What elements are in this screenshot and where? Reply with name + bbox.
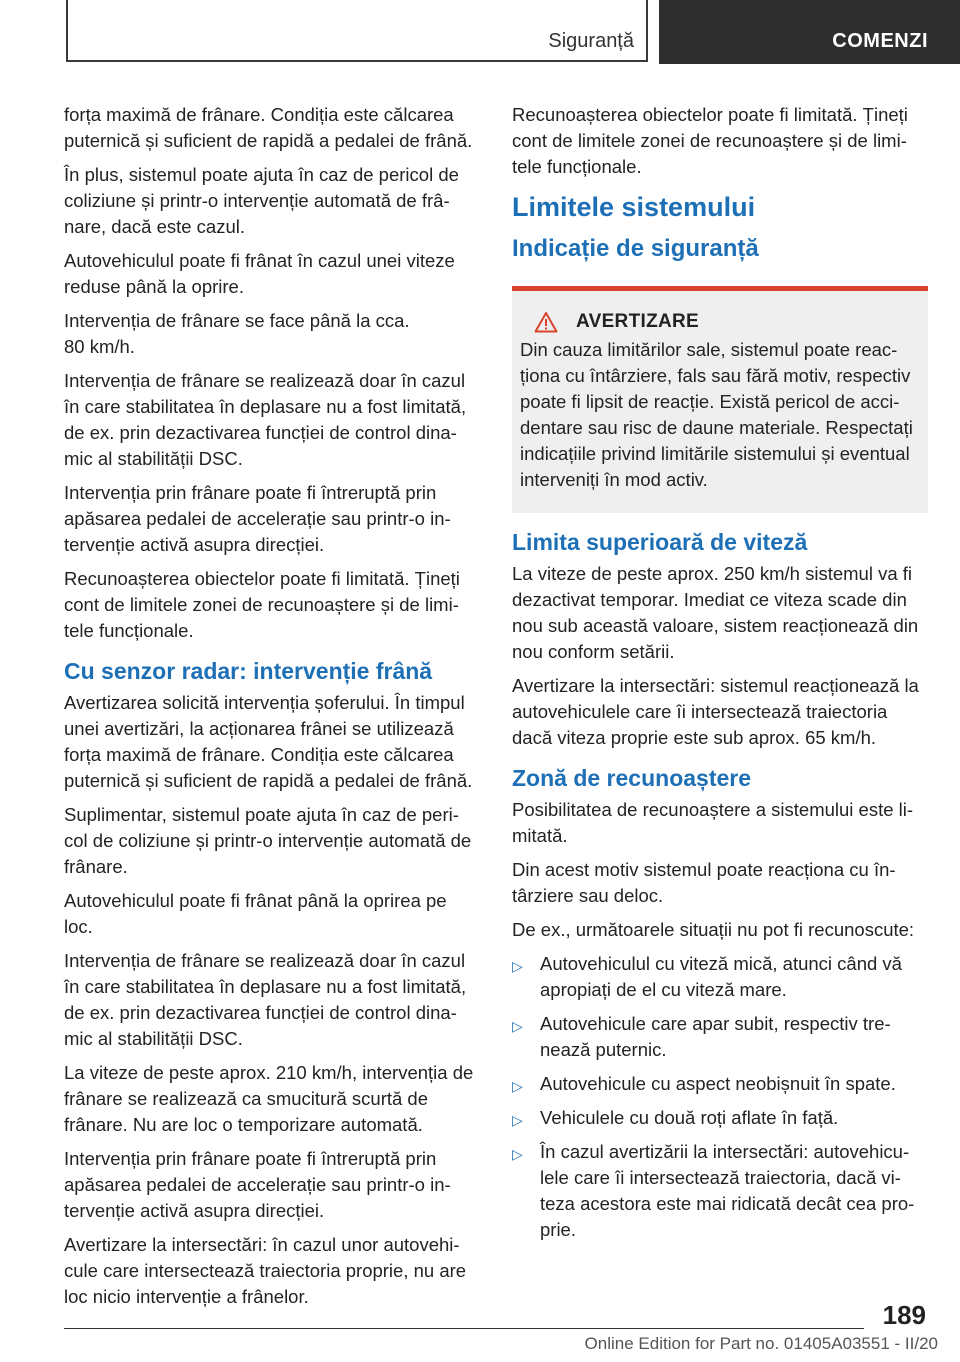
- paragraph: La viteze de peste aprox. 210 km/h, intervenția de frânare se realizează ca smucitură scurtă de frânare. Nu are loc o temporizare automată.: [64, 1062, 474, 1135]
- paragraph-line: Intervenția de frânare se face până la cca.: [64, 310, 410, 331]
- paragraph: De ex., următoarele situații nu pot fi recunoscute:: [512, 919, 915, 940]
- chapter-tab: [659, 0, 960, 64]
- paragraph: Intervenția prin frânare poate fi întreruptă prin apăsarea pedalei de accelerație sau printr-o in-tervenție activă asupra direcției.: [64, 1148, 451, 1221]
- list-item: [512, 1071, 928, 1097]
- section-title: Limitele sistemului: [512, 192, 756, 222]
- paragraph-line: 80 km/h.: [64, 336, 135, 357]
- list-item-text: Vehiculele cu două roți aflate în față.: [540, 1107, 839, 1128]
- list-item: [512, 1139, 928, 1243]
- paragraph: Avertizare la intersectări: în cazul unor autovehi-cule care intersectează traiectoria proprie, nu are loc nicio intervenție a frânelor.: [64, 1234, 467, 1307]
- sub-title: Indicație de siguranță: [512, 235, 759, 262]
- paragraph: Autovehiculul poate fi frânat în cazul unei viteze reduse până la oprire.: [64, 250, 455, 297]
- paragraph: Autovehiculul poate fi frânat până la oprirea pe loc.: [64, 890, 447, 937]
- right-column: [512, 102, 928, 1251]
- paragraph: Recunoașterea obiectelor poate fi limitată. Țineți cont de limitele zonei de recunoaștere și de limi-tele funcționale.: [512, 104, 908, 177]
- warning-box: [512, 286, 928, 513]
- list-item: [512, 1011, 928, 1063]
- chapter-label: COMENZI: [832, 30, 928, 52]
- warning-label: AVERTIZARE: [576, 311, 699, 332]
- list-item-text: Autovehicule cu aspect neobișnuit în spate.: [540, 1073, 896, 1094]
- warning-text: Din cauza limitărilor sale, sistemul poate reac-ționa cu întârziere, fals sau fără motiv, respectiv poate fi lipsit de reacție. Există pericol de acci-dentare sau risc de daune materiale. Respectați indicațiile privind limitările sistemului și eventual interveniți în mod activ.: [520, 339, 913, 490]
- bullet-list: [512, 951, 928, 1243]
- paragraph: Intervenția de frânare se realizează doar în cazul în care stabilitatea în deplasare nu a fost limitată, de ex. prin dezactivarea funcției de control dina-mic al stabilității DSC.: [64, 950, 467, 1049]
- warning-header: [534, 311, 920, 333]
- paragraph: Avertizarea solicită intervenția șoferului. În timpul unei avertizări, la acționarea frânei se utilizează forța maximă de frânare. Condiția este călcarea puternică și suficient de rapidă a pedalei de frână.: [64, 692, 473, 791]
- paragraph: [64, 308, 480, 360]
- topic-heading: Zonă de recunoaștere: [512, 765, 752, 791]
- list-item-text: În cazul avertizării la intersectări: autovehicu-lele care îi intersectează traiectoria, dacă vi-teza acestora este mai ridicată decât cea pro-prie.: [540, 1141, 915, 1240]
- paragraph: Intervenția prin frânare poate fi întreruptă prin apăsarea pedalei de accelerație sau printr-o in-tervenție activă asupra direcției.: [64, 482, 451, 555]
- bullet-icon: ▷: [512, 1112, 523, 1128]
- bullet-icon: ▷: [512, 1146, 523, 1162]
- section-tab: [66, 0, 648, 62]
- edition-footer: Online Edition for Part no. 01405A03551 - II/20: [584, 1334, 938, 1353]
- list-item: [512, 951, 928, 1003]
- left-column: [64, 102, 480, 1318]
- list-item-text: Autovehiculul cu viteză mică, atunci când vă apropiați de el cu viteză mare.: [540, 953, 902, 1000]
- list-item-text: Autovehicule care apar subit, respectiv tre-nează puternic.: [540, 1013, 891, 1060]
- bullet-icon: ▷: [512, 1078, 523, 1094]
- paragraph: Din acest motiv sistemul poate reacționa cu în-târziere sau deloc.: [512, 859, 896, 906]
- footer-divider: [64, 1328, 864, 1329]
- paragraph: Avertizare la intersectări: sistemul reacționează la autovehiculele care îi intersectează traiectoria dacă viteza proprie este sub aprox. 65 km/h.: [512, 675, 919, 748]
- paragraph: Suplimentar, sistemul poate ajuta în caz de peri-col de coliziune și printr-o intervenție automată de frânare.: [64, 804, 472, 877]
- page-header: [0, 0, 960, 66]
- list-item: [512, 1105, 928, 1131]
- topic-heading: Limita superioară de viteză: [512, 529, 808, 555]
- paragraph: Intervenția de frânare se realizează doar în cazul în care stabilitatea în deplasare nu a fost limitată, de ex. prin dezactivarea funcției de control dina-mic al stabilității DSC.: [64, 370, 467, 469]
- paragraph: Recunoașterea obiectelor poate fi limitată. Țineți cont de limitele zonei de recunoaștere și de limi-tele funcționale.: [64, 568, 460, 641]
- section-label: Siguranță: [548, 30, 634, 52]
- bullet-icon: ▷: [512, 1018, 523, 1034]
- paragraph: forța maximă de frânare. Condiția este călcarea puternică și suficient de rapidă a pedalei de frână.: [64, 104, 473, 151]
- paragraph: În plus, sistemul poate ajuta în caz de pericol de coliziune și printr-o intervenție automată de frâ-nare, dacă este cazul.: [64, 164, 459, 237]
- topic-heading: Cu senzor radar: intervenție frână: [64, 658, 433, 684]
- warning-triangle-icon: [534, 311, 558, 333]
- bullet-icon: ▷: [512, 958, 523, 974]
- paragraph: Posibilitatea de recunoaștere a sistemului este li-mitată.: [512, 799, 914, 846]
- paragraph: La viteze de peste aprox. 250 km/h sistemul va fi dezactivat temporar. Imediat ce viteza scade din nou sub această valoare, sistem reacționează din nou conform setării.: [512, 563, 919, 662]
- page-number: 189: [882, 1300, 926, 1330]
